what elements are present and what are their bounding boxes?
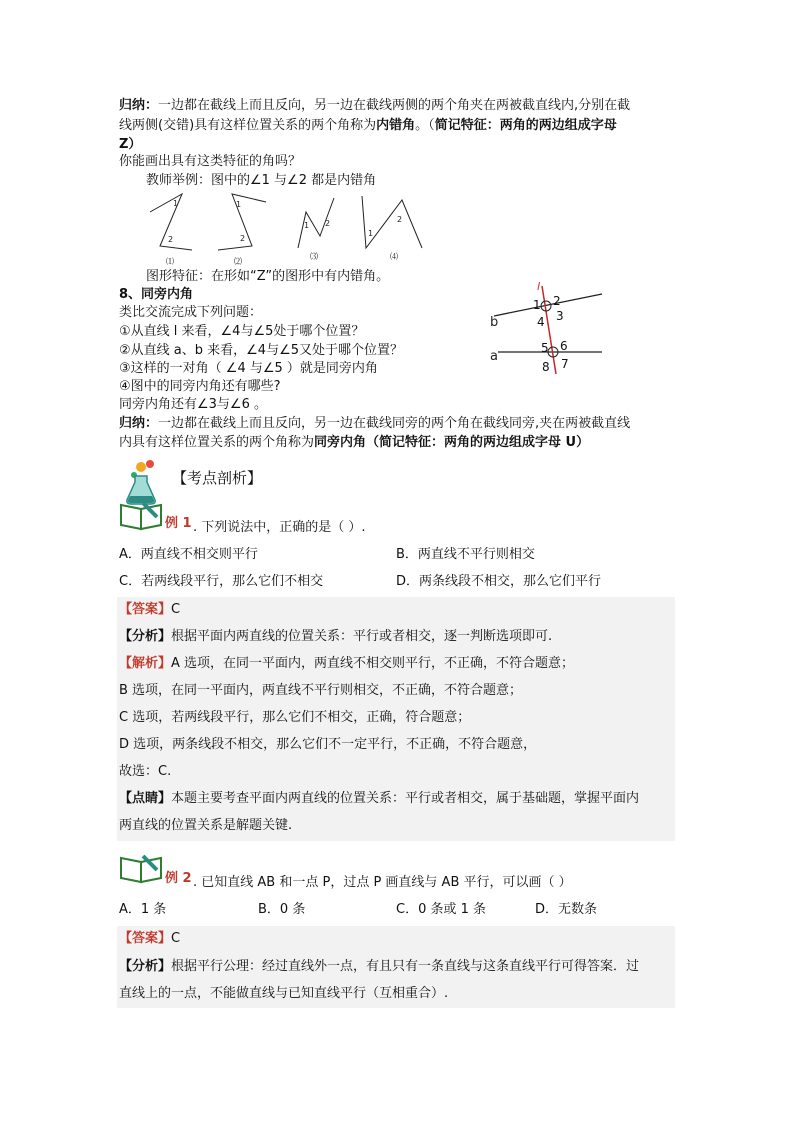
example-1-jiexi-3: C 选项，若两线段平行，那么它们不相交，正确，符合题意； [119,710,471,725]
section-8-q3: ③这样的一对角（ ∠4 与∠5 ）就是同旁内角 [119,361,378,376]
example-2-analysis-1: 【分析】根据平行公理：经过直线外一点，有且只有一条直线与这条直线平行可得答案．过 [119,959,640,974]
example-1-option-c: C．若两线段平行，那么它们不相交 [119,574,324,589]
book-pencil-icon [119,852,165,884]
fig-label-4: ⑷ [390,252,398,261]
summary-line-2: 线两侧(交错)具有这样位置关系的两个角称为内错角。（简记特征：两角的两边组成字母 [119,118,617,133]
example-2-question: . 已知直线 AB 和一点 P，过点 P 画直线与 AB 平行，可以画（ ） [193,875,572,890]
angle-label-6: 6 [560,339,568,353]
fig-label-2: ⑵ [234,257,242,266]
section-8-q1: ①从直线 l 来看，∠4与∠5处于哪个位置？ [119,324,365,339]
question-draw-angles: 你能画出具有这类特征的角吗？ [119,154,302,169]
book-pencil-icon [119,499,165,531]
shape-feature: 图形特征：在形如“Z”的图形中有内错角。 [146,269,390,284]
fig4-angle-2: 2 [397,215,403,224]
label-line-a: a [490,349,498,364]
section-8-q2: ②从直线 a、b 来看，∠4与∠5又处于哪个位置？ [119,343,403,358]
angle-label-5: 5 [541,341,549,355]
example-1-tag: 例 1 [165,516,192,531]
section-8-q4: ④图中的同旁内角还有哪些? [119,379,281,394]
fig1-angle-2: 2 [168,235,174,244]
section-8-intro: 类比交流完成下列问题： [119,305,263,320]
angle-label-4: 4 [537,315,545,329]
term-neicuojiao: 内错角 [376,118,416,133]
summary-line-3: Z） [119,137,142,152]
example-1-jiexi-5: 故选：C. [119,764,172,779]
fig3-angle-1: 1 [304,221,310,230]
example-2-option-a: A．1 条 [119,902,167,917]
angle-label-2: 2 [553,294,561,308]
example-2-answer: 【答案】C [119,931,181,946]
label-line-b: b [490,315,499,330]
z-shape-figures [140,188,450,268]
angle-label-7: 7 [561,357,569,371]
fig-label-3: ⑶ [310,252,318,261]
example-1-option-b: B．两直线不平行则相交 [396,547,535,562]
fig2-angle-1: 1 [236,200,242,209]
example-1-dianjing-1: 【点睛】本题主要考查平面内两直线的位置关系：平行或者相交，属于基础题，掌握平面内 [119,791,640,806]
example-1-option-a: A．两直线不相交则平行 [119,547,258,562]
example-1-dianjing-2: 两直线的位置关系是解题关键. [119,818,293,833]
fig3-angle-2: 2 [325,219,331,228]
example-1-option-d: D．两条线段不相交，那么它们平行 [396,574,602,589]
kaodian-title: 【考点剖析】 [172,469,263,487]
term-tongpangneijiao: 同旁内角 [314,435,367,450]
transversal-diagram [484,280,614,380]
example-2-option-d: D．无数条 [535,902,598,917]
example-2-option-b: B．0 条 [258,902,306,917]
section-8-answer: 同旁内角还有∠3与∠6 。 [119,397,267,412]
figure-4-shape [362,196,422,248]
example-1-jiexi-4: D 选项，两条线段不相交，那么它们不一定平行，不正确，不符合题意， [119,737,537,752]
summary-prefix: 归纳： [119,98,159,113]
summary2-line-1: 归纳：一边都在截线上而且反向，另一边在截线同旁的两个角在截线同旁,夹在两被截直线 [119,416,631,431]
angle-label-8: 8 [542,360,550,374]
example-1-answer: 【答案】C [119,602,181,617]
label-line-l: l [537,280,541,293]
example-1-jiexi-1: 【解析】A 选项，在同一平面内，两直线不相交则平行，不正确，不符合题意； [119,656,575,671]
section-8-title: 8、同旁内角 [119,287,194,302]
example-2-analysis-2: 直线上的一点，不能做直线与已知直线平行（互相重合）. [119,986,449,1001]
example-1-question: . 下列说法中，正确的是（ ）. [193,520,366,535]
example-2-option-c: C．0 条或 1 条 [396,902,487,917]
angle-label-1: 1 [533,298,541,312]
summary-line-1: 归纳：一边都在截线上而且反向，另一边在截线两侧的两个角夹在两被截直线内,分别在截 [119,98,631,113]
summary2-line-2: 内具有这样位置关系的两个角称为同旁内角（简记特征：两角的两边组成字母 U） [119,435,590,450]
teacher-example: 教师举例：图中的∠1 与∠2 都是内错角 [146,173,377,188]
fig4-angle-1: 1 [368,229,374,238]
example-1-jiexi-2: B 选项，在同一平面内，两直线不平行则相交，不正确，不符合题意； [119,683,523,698]
fig-label-1: ⑴ [166,257,174,266]
angle-label-3: 3 [556,309,564,323]
example-1-analysis: 【分析】根据平面内两直线的位置关系：平行或者相交，逐一判断选项即可. [119,629,553,644]
line-b [494,294,602,316]
example-2-tag: 例 2 [165,871,192,886]
fig2-angle-2: 2 [240,234,246,243]
fig1-angle-1: 1 [173,199,179,208]
